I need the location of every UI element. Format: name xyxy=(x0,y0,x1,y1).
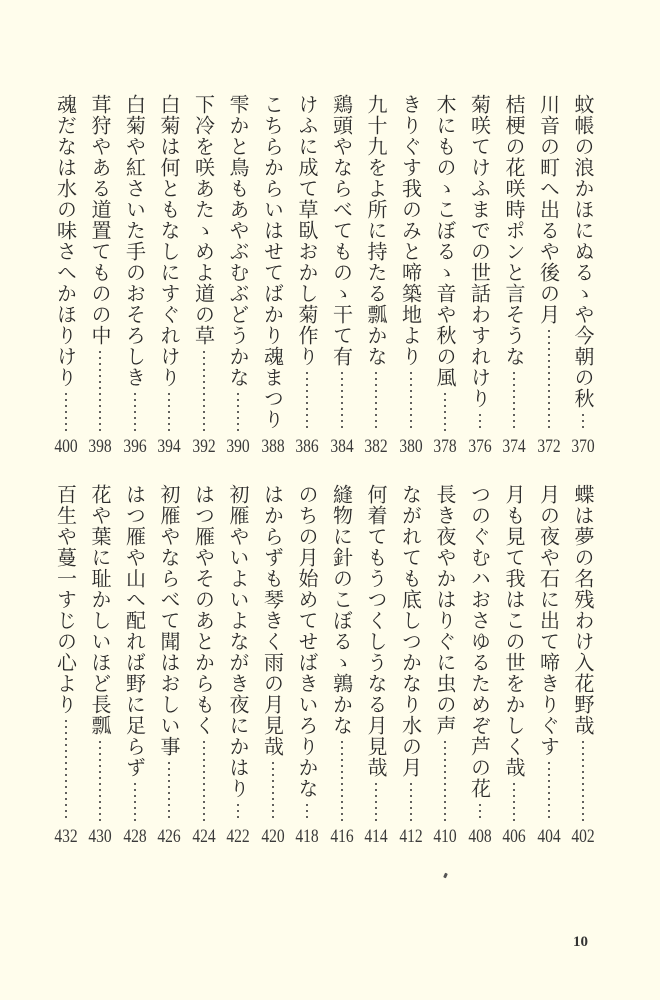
toc-entry xyxy=(118,94,152,464)
page-number: 406 xyxy=(502,826,526,847)
verse-text: つのぐむハおさゆるためぞ芦の花 xyxy=(467,484,492,799)
toc-entry xyxy=(566,94,600,464)
verse-text: 蝶は夢の名残わけ入花野哉 xyxy=(571,484,595,736)
verse-text: 魂だなは水の味さへかほりけり xyxy=(53,94,78,388)
toc-entry xyxy=(497,484,531,854)
dot-leader xyxy=(134,781,136,822)
page-number: 404 xyxy=(536,826,561,847)
dot-leader xyxy=(513,781,515,822)
dot-leader xyxy=(341,739,343,822)
page-number: 408 xyxy=(467,826,492,847)
toc-entry xyxy=(325,484,359,854)
verse-text: 月の夜や石に出て啼きりぐす xyxy=(536,484,561,757)
page-number: 416 xyxy=(329,826,354,847)
dot-leader xyxy=(548,328,550,432)
verse-text: 菊咲てけふまでの世話わすれけり xyxy=(467,94,492,409)
page-number: 424 xyxy=(191,826,216,847)
page-number: 398 xyxy=(88,436,112,457)
toc-entry xyxy=(49,484,83,854)
toc-block-top xyxy=(0,94,660,464)
page-number: 410 xyxy=(433,826,457,847)
dot-leader xyxy=(582,739,584,822)
dot-leader xyxy=(203,739,205,822)
verse-text: 初雁やいよいよながき夜にかはり xyxy=(226,484,250,799)
toc-entry xyxy=(532,94,566,464)
toc-entry xyxy=(83,94,117,464)
toc-entry xyxy=(325,94,359,464)
toc-entry xyxy=(359,94,393,464)
toc-entry xyxy=(428,484,462,854)
toc-entry xyxy=(83,484,117,854)
verse-text: 蚊帳の浪かほにぬるゝや今朝の秋 xyxy=(571,94,595,409)
dot-leader xyxy=(582,412,584,432)
toc-entry xyxy=(221,94,255,464)
page-number: 380 xyxy=(398,436,423,457)
toc-entry xyxy=(463,94,497,464)
page-number: 414 xyxy=(364,826,388,847)
verse-text: 百生や蔓一すじの心より xyxy=(53,484,78,715)
page-number: 376 xyxy=(467,436,492,457)
verse-text: 雫かと鳥もあやぶむぶどうかな xyxy=(226,94,250,388)
verse-text: 九十九をよ所に持たる瓢かな xyxy=(364,94,388,367)
dot-leader xyxy=(237,391,239,432)
dot-leader xyxy=(99,349,101,432)
toc-entry xyxy=(187,484,221,854)
dot-leader xyxy=(65,718,67,822)
page-number: 378 xyxy=(433,436,457,457)
page-number: 386 xyxy=(295,436,319,457)
page-number: 390 xyxy=(226,436,250,457)
verse-text: のちの月始めてせばきいろりかな xyxy=(295,484,319,799)
verse-text: 下冷を咲あたゝめよ道の草 xyxy=(191,94,216,346)
toc-entry xyxy=(290,484,324,854)
page-number: 432 xyxy=(53,826,78,847)
toc-entry xyxy=(566,484,600,854)
toc-entry xyxy=(256,94,290,464)
verse-text: けふに成て草臥おかし菊作り xyxy=(295,94,319,367)
page-number: 430 xyxy=(88,826,112,847)
verse-text: はつ雁や山へ配れば野に足らず xyxy=(122,484,147,778)
dot-leader xyxy=(479,412,481,432)
toc-entry xyxy=(256,484,290,854)
page-number: 394 xyxy=(157,436,181,457)
dot-leader xyxy=(306,370,308,432)
page-number: 428 xyxy=(122,826,147,847)
verse-text: 月も見て我はこの世をかしく哉 xyxy=(502,484,526,778)
verse-text: こちらからいはせてばかり魂まつり xyxy=(260,94,285,430)
verse-text: 桔梗の花咲時ポンと言そうな xyxy=(502,94,526,367)
toc-entry xyxy=(394,484,428,854)
verse-text: 川音の町へ出るや後の月 xyxy=(536,94,561,325)
verse-text: 縫物に針のこぼるゝ鶉かな xyxy=(329,484,354,736)
verse-text: 長き夜やかはりぐに虫の声 xyxy=(433,484,457,736)
page-number: 400 xyxy=(53,436,78,457)
dot-leader xyxy=(168,760,170,822)
page-number: 418 xyxy=(295,826,319,847)
page-number: 420 xyxy=(260,826,285,847)
verse-text: 茸狩やある道置てものの中 xyxy=(88,94,112,346)
toc-entry xyxy=(463,484,497,854)
page-number: 422 xyxy=(226,826,250,847)
page-number: 426 xyxy=(157,826,181,847)
dot-leader xyxy=(237,802,239,822)
toc-entry xyxy=(394,94,428,464)
page-number: 412 xyxy=(398,826,423,847)
verse-text: 何着てもうつくしうなる月見哉 xyxy=(364,484,388,778)
dot-leader xyxy=(410,370,412,432)
page-number: 384 xyxy=(329,436,354,457)
page-number: 382 xyxy=(364,436,388,457)
verse-text: ながれても底しつかなり水の月 xyxy=(398,484,423,778)
toc-entry xyxy=(428,94,462,464)
dot-leader xyxy=(306,802,308,822)
dot-leader xyxy=(375,781,377,822)
verse-text: 花や葉に耻かしいほど長瓢 xyxy=(88,484,112,736)
page-number: 388 xyxy=(260,436,285,457)
dot-leader xyxy=(479,802,481,822)
page-number: 402 xyxy=(571,826,595,847)
verse-text: 初雁やならべて聞はおしい事 xyxy=(157,484,181,757)
toc-block-bottom xyxy=(0,484,660,854)
toc-entry xyxy=(532,484,566,854)
toc-entry xyxy=(118,484,152,854)
page-number: 396 xyxy=(122,436,147,457)
verse-text: 白菊や紅さいた手のおそろしき xyxy=(122,94,147,388)
toc-entry xyxy=(497,94,531,464)
toc-entry xyxy=(152,484,186,854)
toc-entry xyxy=(221,484,255,854)
dot-leader xyxy=(341,370,343,432)
dot-leader xyxy=(375,370,377,432)
verse-text: きりぐす我のみと啼築地より xyxy=(398,94,423,367)
toc-entry xyxy=(187,94,221,464)
verse-text: はからずも琴きく雨の月見哉 xyxy=(260,484,285,757)
dot-leader xyxy=(548,760,550,822)
dot-leader xyxy=(444,391,446,432)
dot-leader xyxy=(513,370,515,432)
folio-page-number: 10 xyxy=(573,934,588,950)
verse-text: 白菊は何ともなしにすぐれけり xyxy=(157,94,181,388)
dot-leader xyxy=(134,391,136,432)
toc-entry xyxy=(359,484,393,854)
page-number: 392 xyxy=(191,436,216,457)
dot-leader xyxy=(272,760,274,822)
toc-entry xyxy=(290,94,324,464)
dot-leader xyxy=(168,391,170,432)
dot-leader xyxy=(99,739,101,822)
dot-leader xyxy=(65,391,67,432)
page-number: 370 xyxy=(571,436,595,457)
verse-text: 鶏頭やならべてものゝ干て有 xyxy=(329,94,354,367)
page-number: 372 xyxy=(536,436,561,457)
verse-text: はつ雁やそのあとからもく xyxy=(191,484,216,736)
dot-leader xyxy=(203,349,205,432)
toc-entry xyxy=(152,94,186,464)
dot-leader xyxy=(410,781,412,822)
dot-leader xyxy=(444,739,446,822)
verse-text: 木にものゝこぼるゝ音や秋の風 xyxy=(433,94,457,388)
toc-entry xyxy=(49,94,83,464)
page-number: 374 xyxy=(502,436,526,457)
print-speck xyxy=(443,873,448,879)
